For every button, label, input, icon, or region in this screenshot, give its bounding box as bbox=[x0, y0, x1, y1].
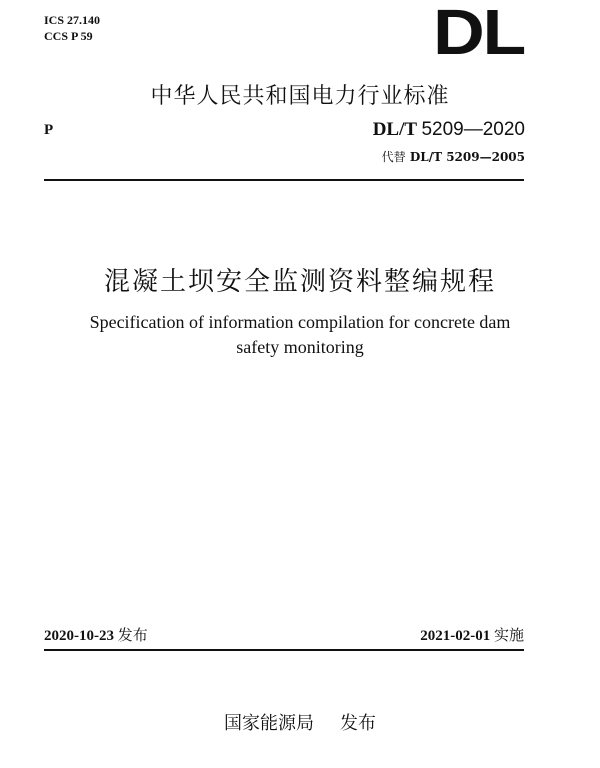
classification-code: P bbox=[44, 122, 54, 138]
implement-date bbox=[420, 624, 524, 645]
industry-standard-heading: 中华人民共和国电力行业标准 bbox=[150, 84, 450, 109]
standard-number-value: 5209—2020 bbox=[421, 119, 525, 140]
publisher-name: 国家能源局 bbox=[224, 713, 314, 734]
implement-date-value: 2021-02-01 bbox=[420, 628, 491, 644]
standard-prefix: DL/T bbox=[372, 119, 417, 140]
ics-code: ICS 27.140 bbox=[44, 13, 101, 27]
standard-number bbox=[373, 119, 525, 141]
publisher bbox=[0, 709, 600, 735]
replaces-standard bbox=[382, 148, 525, 165]
issue-date-value: 2020-10-23 bbox=[44, 628, 114, 644]
top-divider bbox=[44, 179, 524, 181]
title-english-line1: Specification of information compilation for concrete dam bbox=[89, 312, 511, 332]
issue-label: 发布 bbox=[117, 626, 148, 644]
bottom-divider bbox=[44, 649, 524, 651]
issue-date bbox=[44, 624, 148, 645]
publisher-action: 发布 bbox=[340, 713, 376, 734]
ccs-code: CCS P 59 bbox=[44, 29, 93, 43]
title-english-line2: safety monitoring bbox=[236, 337, 364, 357]
replaces-value: DL/T 5209—2005 bbox=[409, 150, 525, 164]
implement-label: 实施 bbox=[493, 626, 524, 644]
title-chinese: 混凝土坝安全监测资料整编规程 bbox=[103, 267, 496, 297]
replaces-label: 代替 bbox=[381, 150, 406, 164]
dl-logo: DL bbox=[433, 0, 525, 68]
